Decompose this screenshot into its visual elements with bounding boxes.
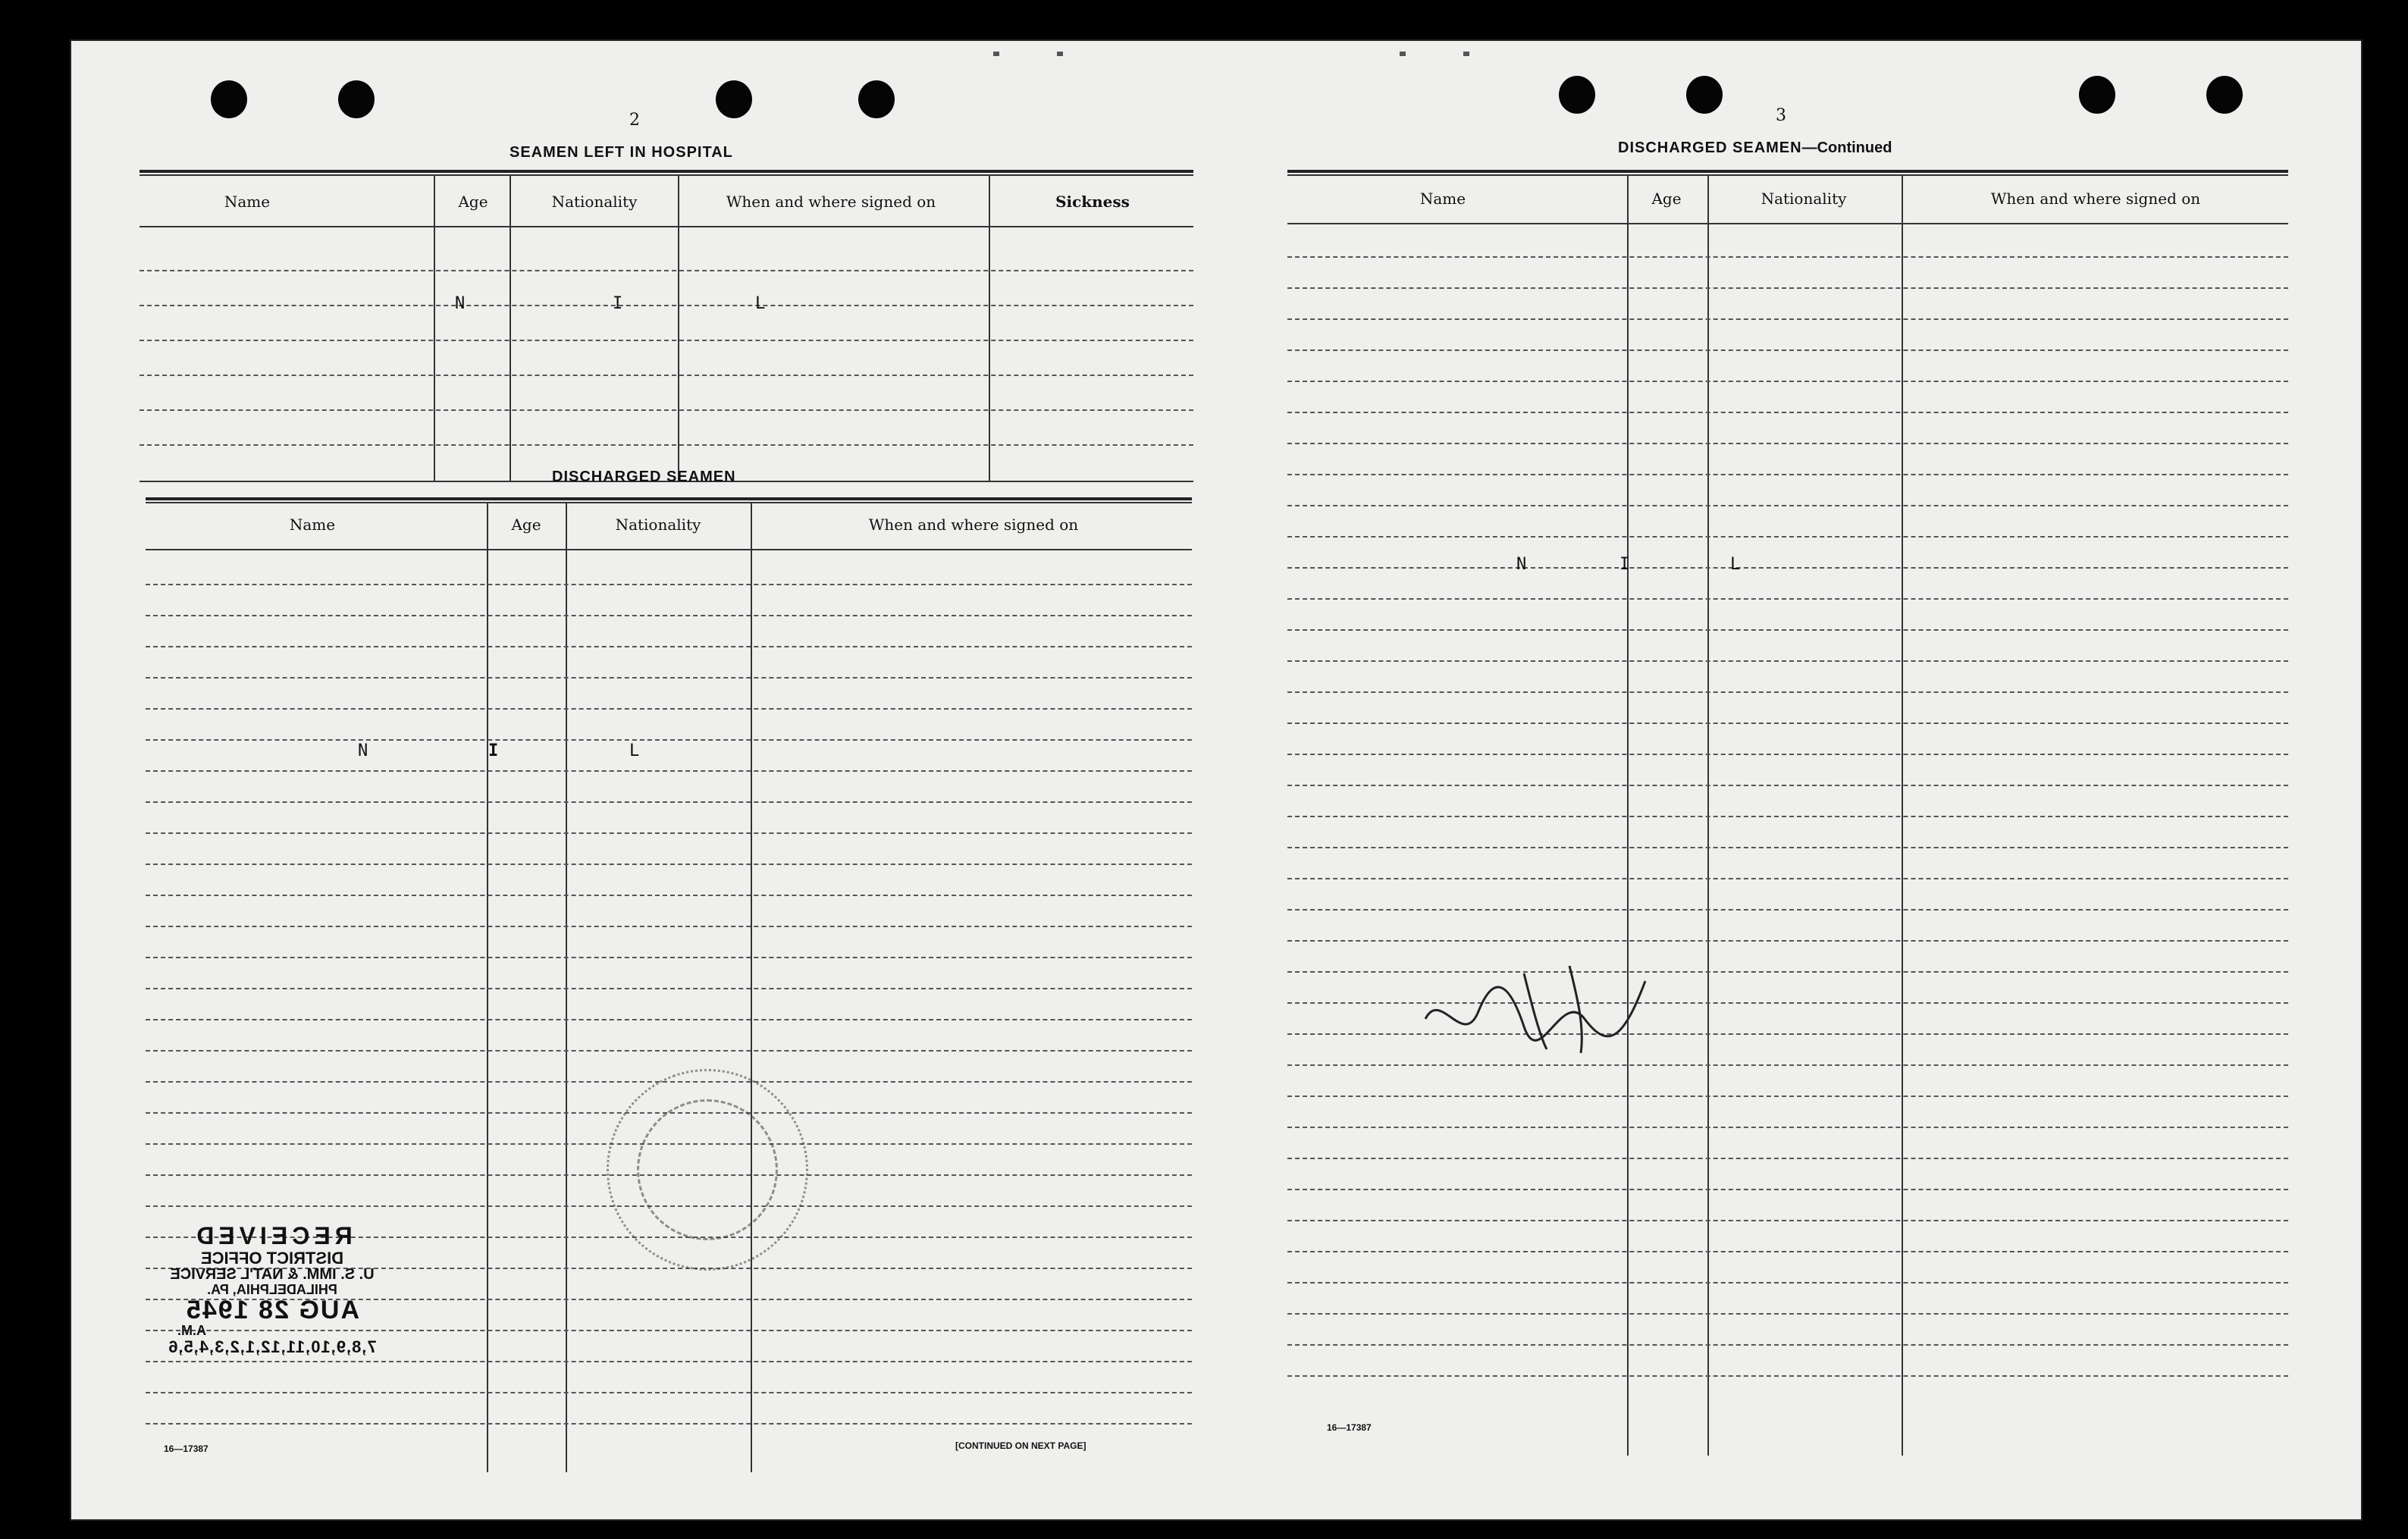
hospital-row-line [140,340,1193,341]
document-sheet [70,39,2363,1521]
discharged-header-rule [146,549,1192,550]
table-row-line [146,615,1192,616]
right-divider [1902,174,1903,1456]
table-row-line [146,957,1192,958]
table-row-line [1287,847,2288,848]
table-row-line [146,708,1192,710]
table-row-line [1287,754,2288,755]
right-form-code: 16—17387 [1327,1422,1372,1433]
right-nil-i: I [1619,555,1630,574]
hospital-nil-n: N [455,294,466,313]
right-title-suffix: —Continued [1801,139,1892,156]
table-row-line [146,1050,1192,1052]
punch-hole [858,80,895,118]
hospital-divider [989,174,990,482]
right-nil-l: L [1730,555,1741,574]
table-row-line [1287,691,2288,693]
table-row-line [146,864,1192,865]
bleed-through-signature [1418,958,1660,1057]
discharged-divider [751,502,752,1472]
table-row-line [1287,785,2288,786]
table-row-line [1287,629,2288,631]
table-row-line [1287,1189,2288,1190]
hospital-section-title: SEAMEN LEFT IN HOSPITAL [510,144,733,161]
table-row-line [1287,443,2288,444]
table-row-line [146,1392,1192,1393]
table-row-line [1287,1095,2288,1097]
table-row-line [146,1019,1192,1020]
discharged-divider [487,502,488,1472]
hospital-divider [678,174,679,482]
table-row-line [146,895,1192,896]
hospital-row-line [140,375,1193,376]
right-col-nationality: Nationality [1761,190,1847,208]
table-row-line [1287,349,2288,351]
right-page-number: 3 [1776,106,1786,125]
table-row-line [1287,1158,2288,1159]
punch-hole [716,80,752,118]
punch-hole [2206,76,2243,114]
table-row-line [1287,505,2288,506]
hospital-col-name: Name [224,193,271,211]
hospital-row-line [140,305,1193,306]
table-row-line [146,677,1192,679]
hospital-col-sickness: Sickness [1055,193,1130,211]
punch-hole [338,80,375,118]
table-row-line [146,1361,1192,1362]
table-row-line [1287,412,2288,413]
right-divider [1707,174,1709,1456]
hospital-table-top-rule-2 [140,174,1193,176]
table-row-line [1287,598,2288,600]
stamp-line: U. S. IMM. & NAT'L SERVICE [170,1265,375,1283]
table-row-line [1287,1251,2288,1252]
table-row-line [146,988,1192,989]
right-col-signed-on: When and where signed on [1990,190,2201,208]
discharged-section-title: DISCHARGED SEAMEN [552,469,736,485]
left-form-code: 16—17387 [164,1443,209,1454]
right-divider [1627,174,1629,1456]
table-row-line [1287,256,2288,258]
table-row-line [1287,909,2288,911]
discharged-top-rule [146,497,1192,500]
stamp-line: RECEIVED [192,1222,353,1249]
table-row-line [1287,1375,2288,1377]
right-top-rule [1287,170,2288,173]
table-row-line [1287,1127,2288,1128]
table-row-line [1287,536,2288,538]
table-row-line [1287,1220,2288,1221]
hospital-nil-i: I [613,294,623,313]
hospital-divider [510,174,511,482]
right-top-rule-2 [1287,174,2288,176]
stamp-line: PHILADELPHIA, PA. [207,1281,337,1297]
hospital-header-rule [140,226,1193,227]
table-row-line [1287,318,2288,320]
received-stamp [147,1224,397,1356]
discharged-top-rule-2 [146,502,1192,503]
right-col-age: Age [1651,190,1682,208]
table-row-line [1287,940,2288,942]
hospital-col-nationality: Nationality [551,193,638,211]
hospital-row-line [140,409,1193,411]
table-row-line [146,770,1192,772]
hospital-col-age: Age [458,193,488,211]
table-row-line [146,646,1192,647]
left-continued-note: [CONTINUED ON NEXT PAGE] [955,1440,1086,1451]
table-row-line [1287,1064,2288,1066]
discharged-col-name: Name [289,516,336,534]
punch-hole [211,80,247,118]
right-nil-n: N [1516,555,1527,574]
table-row-line [146,739,1192,741]
hospital-col-signed-on: When and where signed on [726,193,936,211]
stamp-line: A.M. [177,1323,206,1339]
table-row-line [1287,660,2288,662]
discharged-divider [566,502,567,1472]
table-row-line [1287,474,2288,475]
hospital-divider [434,174,435,482]
table-row-line [1287,816,2288,817]
hospital-nil-l: L [755,294,766,313]
table-row-line [1287,1344,2288,1346]
edge-mark [1057,52,1063,56]
right-header-rule [1287,223,2288,224]
edge-mark [993,52,999,56]
circular-stamp-inner [637,1099,778,1240]
discharged-col-age: Age [511,516,541,534]
table-row-line [1287,878,2288,879]
discharged-col-signed-on: When and where signed on [868,516,1079,534]
punch-hole [1686,76,1723,114]
discharged-nil-l: L [629,741,640,760]
table-row-line [1287,722,2288,724]
table-row-line [1287,381,2288,382]
right-title-main: DISCHARGED SEAMEN [1618,139,1802,156]
table-row-line [146,584,1192,585]
right-section-title [1618,139,1892,157]
punch-hole [2079,76,2115,114]
table-row-line [1287,1313,2288,1315]
hospital-table-top-rule [140,170,1193,173]
discharged-nil-i: I [488,741,499,760]
right-col-name: Name [1419,190,1466,208]
hospital-row-line [140,270,1193,271]
table-row-line [146,1423,1192,1425]
stamp-line: 7,8,9,10,11,12,1,2,3,4,5,6 [168,1337,377,1357]
table-row-line [1287,1282,2288,1284]
edge-mark [1463,52,1469,56]
hospital-row-line [140,444,1193,446]
table-row-line [146,926,1192,927]
table-row-line [146,832,1192,834]
punch-hole [1559,76,1595,114]
table-row-line [1287,567,2288,569]
discharged-col-nationality: Nationality [615,516,701,534]
discharged-nil-n: N [358,741,368,760]
left-page-number: 2 [629,111,640,130]
table-row-line [1287,287,2288,289]
stamp-line: AUG 28 1945 [185,1295,359,1324]
edge-mark [1400,52,1406,56]
stamp-line: DISTRICT OFFICE [200,1248,344,1268]
table-row-line [146,801,1192,803]
